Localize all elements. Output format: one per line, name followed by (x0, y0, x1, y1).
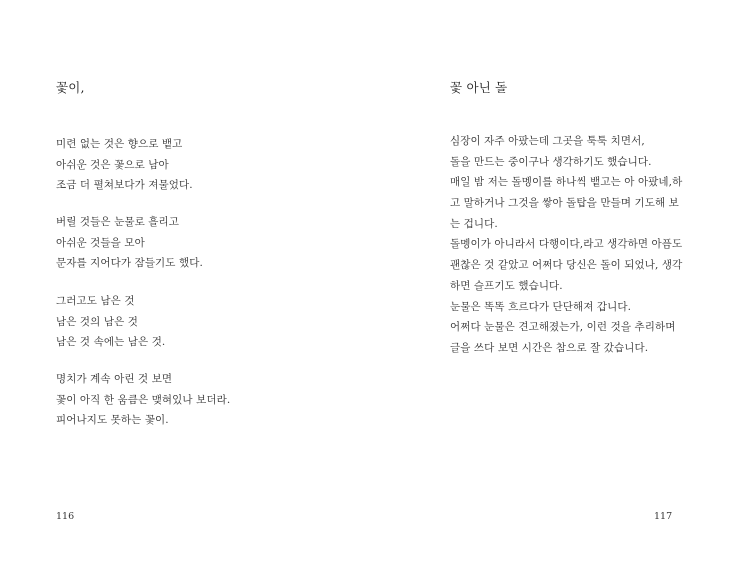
paragraph-line: 괜찮은 것 같았고 어쩌다 당신은 돌이 되었나, 생각 (450, 259, 683, 272)
poem-line: 남은 것의 남은 것 (56, 315, 139, 328)
paragraph-line: 하면 슬프기도 했습니다. (450, 279, 563, 292)
stanza-1 (56, 134, 193, 196)
paragraph-line: 고 말하거나 그것을 쌓아 돌탑을 만들며 기도해 보 (450, 197, 679, 210)
poem-line: 버릴 것들은 눈물로 흘리고 (56, 216, 179, 228)
poem-line: 문자를 지어다가 잠들기도 했다. (56, 257, 203, 269)
stanza-4 (56, 369, 230, 431)
poem-line: 피어나지도 못하는 꽃이. (56, 414, 169, 426)
right-page (365, 0, 730, 574)
stanza-3 (56, 291, 165, 353)
stanza-2 (56, 212, 203, 274)
page-number-left: 116 (56, 511, 75, 522)
essay-title: 꽃 아닌 돌 (450, 80, 508, 95)
page-number-right: 117 (654, 511, 673, 522)
poem-line: 남은 것 속에는 남은 것. (56, 336, 166, 348)
paragraph-line: 돌을 만드는 중이구나 생각하기도 했습니다. (450, 155, 652, 168)
paragraph-line: 글을 쓰다 보면 시간은 참으로 잘 갔습니다. (450, 341, 649, 354)
poem-line: 아쉬운 것들을 모아 (56, 236, 145, 249)
poem-line: 조금 더 펼쳐보다가 져물었다. (56, 179, 193, 191)
paragraph-line: 돌멩이가 아니라서 다행이다,라고 생각하면 아픔도 (450, 238, 683, 251)
poem-line: 아쉬운 것은 꽃으로 남아 (56, 158, 169, 171)
poem-title: 꽃이, (56, 80, 85, 95)
paragraph-line: 어쩌다 눈물은 견고해졌는가, 이런 것을 추리하며 (450, 321, 676, 334)
poem-line: 그러고도 남은 것 (56, 295, 135, 307)
paragraph-line: 눈물은 똑똑 흐르다가 단단해져 갑니다. (450, 300, 632, 313)
paragraph-line: 심장이 자주 아팠는데 그곳을 툭툭 치면서, (450, 135, 645, 147)
poem-line: 꽃이 아직 한 움큼은 맺혀있나 보더라. (56, 393, 231, 406)
paragraph-line: 매일 밤 저는 돌멩이를 하나씩 뱉고는 아 아팠네,하 (450, 176, 683, 189)
poem-line: 미련 없는 것은 향으로 뱉고 (56, 138, 183, 150)
paragraph-line: 는 겁니다. (450, 217, 498, 230)
poem-line: 명치가 계속 아린 것 보면 (56, 373, 173, 385)
essay-paragraph (450, 131, 682, 359)
